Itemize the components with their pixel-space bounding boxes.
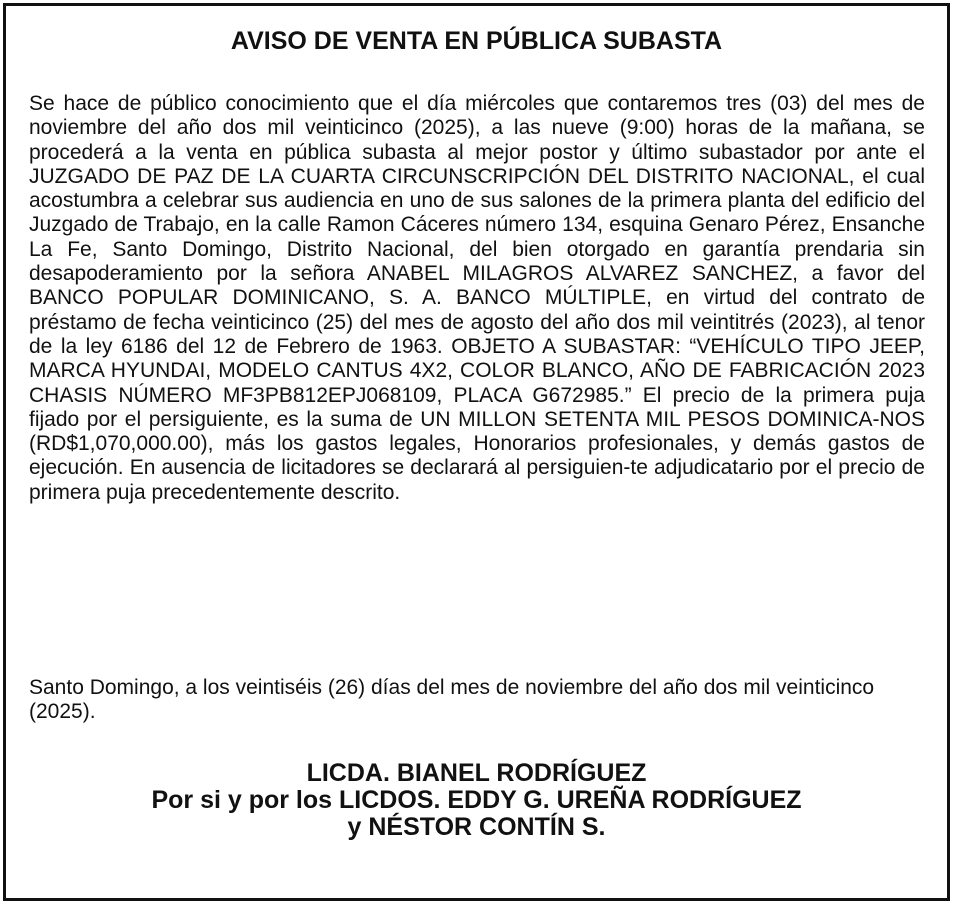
notice-frame — [3, 3, 950, 901]
notice-body-paragraph: Se hace de público conocimiento que el día miércoles que contaremos tres (03) del mes de noviembre del año dos mil veinticinco (2025), a las nueve (9:00) horas de la mañana, se procederá a la venta en pública subasta al mejor postor y último subastador por ante el JUZGADO DE PAZ DE LA CUARTA CIRCUNSCRIPCIÓN DEL DISTRITO NACIONAL, el cual acostumbra a celebrar sus audiencia en uno de sus salones de la primera planta del edificio del Juzgado de Trabajo, en la calle Ramon Cáceres número 134, esquina Genaro Pérez, Ensanche La Fe, Santo Domingo, Distrito Nacional, del bien otorgado en garantía prendaria sin desapoderamiento por la señora ANABEL MILAGROS ALVAREZ SANCHEZ, a favor del BANCO POPULAR DOMINICANO, S. A. BANCO MÚLTIPLE, en virtud del contrato de préstamo de fecha veinticinco (25) del mes de agosto del año dos mil veintitrés (2023), al tenor de la ley 6186 del 12 de Febrero de 1963. OBJETO A SUBASTAR: “VEHÍCULO TIPO JEEP, MARCA HYUNDAI, MODELO CANTUS 4X2, COLOR BLANCO, AÑO DE FABRICACIÓN 2023 CHASIS NÚMERO MF3PB812EPJ068109, PLACA G672985.” El precio de la primera puja fijado por el persiguiente, es la suma de UN MILLON SETENTA MIL PESOS DOMINICA-NOS (RD$1,070,000.00), más los gastos legales, Honorarios profesionales, y demás gastos de ejecución. En ausencia de licitadores se declarará al persiguien-te adjudicatario por el precio de primera puja precedentemente descrito. — [29, 92, 925, 504]
notice-date-paragraph: Santo Domingo, a los veintiséis (26) días del mes de noviembre del año dos mil veinticinco (2025). — [29, 676, 875, 724]
signature-line-2: Por si y por los LICDOS. EDDY G. UREÑA RODRÍGUEZ — [151, 786, 802, 814]
signature-line-1: LICDA. BIANEL RODRÍGUEZ — [306, 759, 647, 787]
signature-line-3: y NÉSTOR CONTÍN S. — [347, 813, 606, 841]
notice-title: AVISO DE VENTA EN PÚBLICA SUBASTA — [230, 27, 723, 55]
signature-block — [6, 760, 947, 841]
